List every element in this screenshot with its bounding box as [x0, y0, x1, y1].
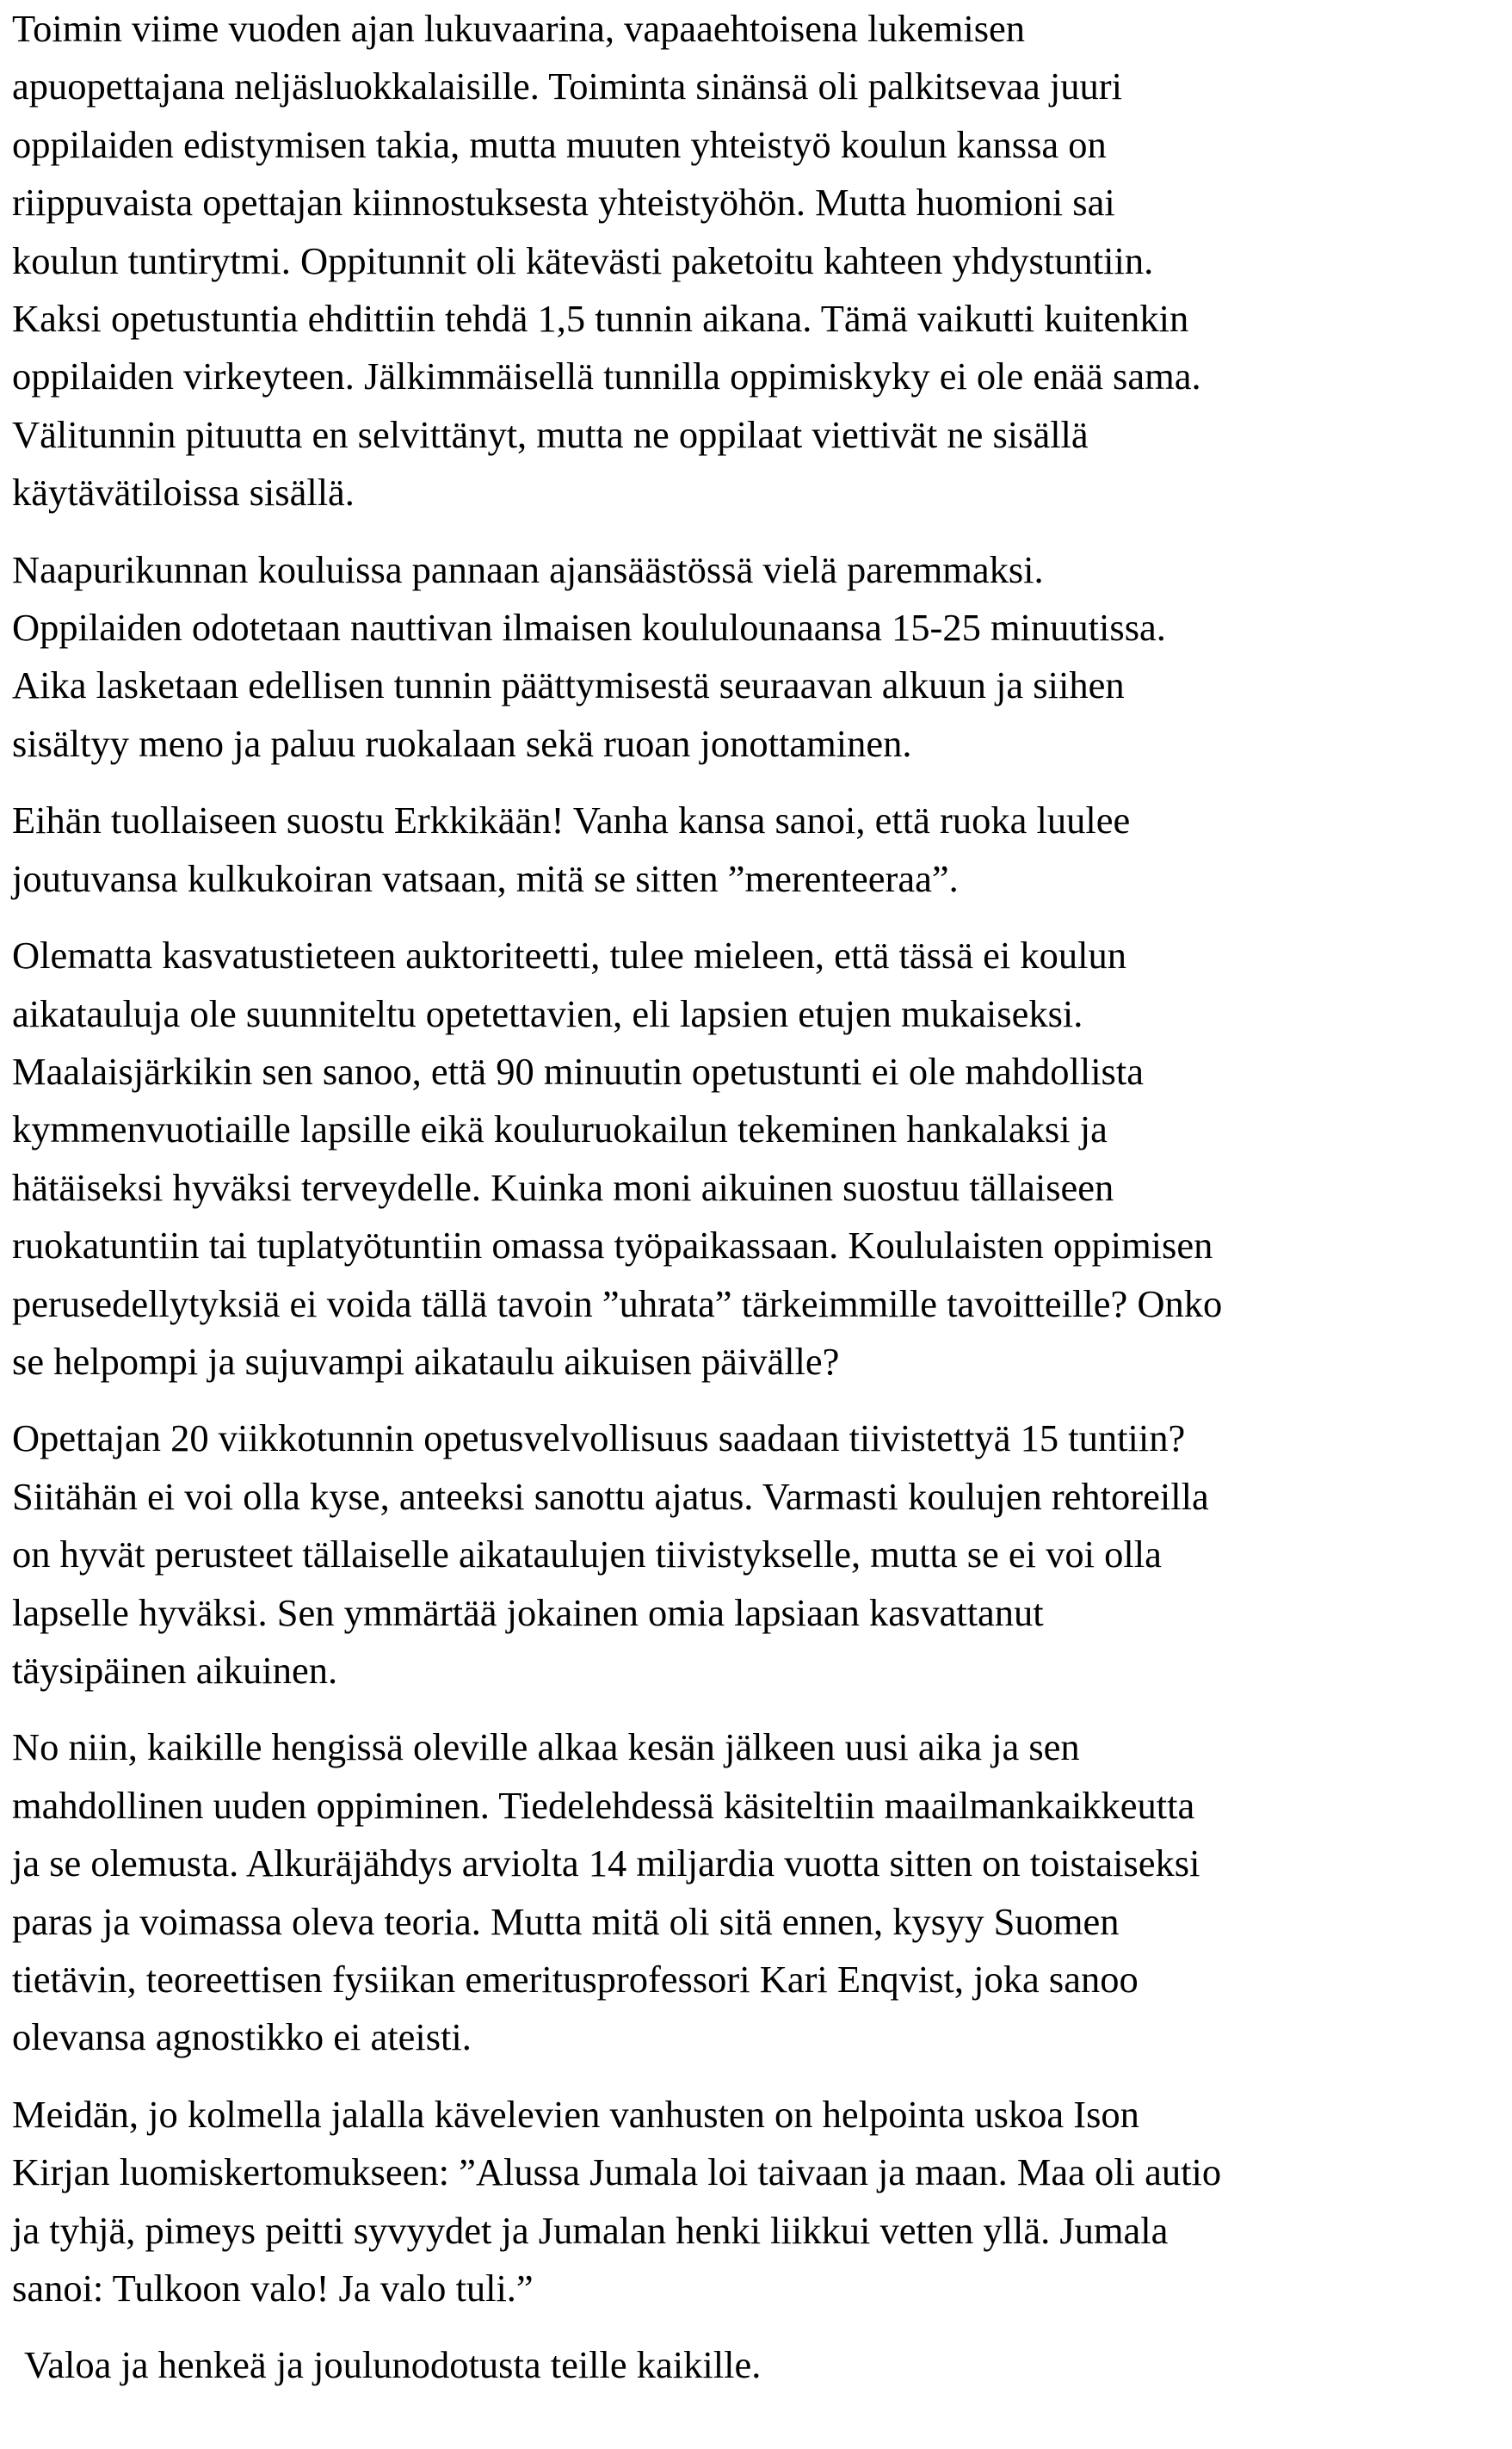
text-line: mahdollinen uuden oppiminen. Tiedelehdessä käsiteltiin maailmankaikkeutta: [12, 1783, 1195, 1827]
text-line: ja se olemusta. Alkuräjähdys arviolta 14 miljardia vuotta sitten on toistaiseksi: [12, 1841, 1200, 1885]
text-line: täysipäinen aikuinen.: [12, 1648, 338, 1692]
text-line: kymmenvuotiaille lapsille eikä kouluruokailun tekeminen hankalaksi ja: [12, 1107, 1108, 1151]
text-line: sisältyy meno ja paluu ruokalaan sekä ruoan jonottaminen.: [12, 721, 912, 765]
text-line: Oppilaiden odotetaan nauttivan ilmaisen koululounaansa 15-25 minuutissa.: [12, 606, 1166, 650]
closing-paragraph: [12, 2336, 1501, 2394]
text-line: lapselle hyväksi. Sen ymmärtää jokainen omia lapsiaan kasvattanut: [12, 1590, 1044, 1634]
paragraph-7: [12, 2086, 1501, 2318]
paragraph-3: [12, 792, 1501, 908]
text-line: käytävätiloissa sisällä.: [12, 471, 355, 515]
text-line: ruokatuntiin tai tuplatyötuntiin omassa työpaikassaan. Koululaisten oppimisen: [12, 1224, 1213, 1268]
paragraph-2: [12, 541, 1501, 774]
paragraph-5: [12, 1410, 1501, 1699]
text-line: olevansa agnostikko ei ateisti.: [12, 2015, 472, 2059]
paragraph-6: [12, 1718, 1501, 2066]
text-line: se helpompi ja sujuvampi aikataulu aikuisen päivälle?: [12, 1339, 840, 1383]
text-line: Maalaisjärkikin sen sanoo, että 90 minuutin opetustunti ei ole mahdollista: [12, 1049, 1144, 1093]
text-line: hätäiseksi hyväksi terveydelle. Kuinka moni aikuinen suostuu tällaiseen: [12, 1165, 1114, 1209]
text-line: apuopettajana neljäsluokkalaisille. Toiminta sinänsä oli palkitsevaa juuri: [12, 65, 1122, 108]
closing-line: Valoa ja henkeä ja joulunodotusta teille kaikille.: [24, 2343, 762, 2387]
text-line: Kaksi opetustuntia ehdittiin tehdä 1,5 tunnin aikana. Tämä vaikutti kuitenkin: [12, 297, 1189, 341]
text-line: Eihän tuollaiseen suostu Erkkikään! Vanha kansa sanoi, että ruoka luulee: [12, 799, 1131, 842]
text-line: aikatauluja ole suunniteltu opetettavien, eli lapsien etujen mukaiseksi.: [12, 991, 1083, 1035]
text-line: sanoi: Tulkoon valo! Ja valo tuli.”: [12, 2267, 534, 2310]
text-line: Siitähän ei voi olla kyse, anteeksi sanottu ajatus. Varmasti koulujen rehtoreilla: [12, 1474, 1209, 1518]
text-line: riippuvaista opettajan kiinnostuksesta yhteistyöhön. Mutta huomioni sai: [12, 181, 1115, 225]
text-line: oppilaiden edistymisen takia, mutta muuten yhteistyö koulun kanssa on: [12, 122, 1107, 166]
text-line: perusedellytyksiä ei voida tällä tavoin ”uhrata” tärkeimmille tavoitteille? Onko: [12, 1281, 1223, 1325]
text-line: Naapurikunnan kouluissa pannaan ajansäästössä vielä paremmaksi.: [12, 547, 1044, 591]
paragraph-1: [12, 0, 1501, 522]
text-line: Toimin viime vuoden ajan lukuvaarina, vapaaehtoisena lukemisen: [12, 7, 1026, 50]
paragraph-4: [12, 927, 1501, 1391]
text-line: ja tyhjä, pimeys peitti syvyydet ja Jumalan henki liikkui vetten yllä. Jumala: [12, 2208, 1169, 2252]
text-line: tietävin, teoreettisen fysiikan emeritusprofessori Kari Enqvist, joka sanoo: [12, 1958, 1139, 2001]
text-line: Opettajan 20 viikkotunnin opetusvelvollisuus saadaan tiivistettyä 15 tuntiin?: [12, 1416, 1186, 1460]
text-line: paras ja voimassa oleva teoria. Mutta mitä oli sitä ennen, kysyy Suomen: [12, 1899, 1120, 1943]
text-line: Aika lasketaan edellisen tunnin päättymisestä seuraavan alkuun ja siihen: [12, 663, 1125, 707]
text-line: Kirjan luomiskertomukseen: ”Alussa Jumala loi taivaan ja maan. Maa oli autio: [12, 2150, 1222, 2194]
text-line: No niin, kaikille hengissä oleville alkaa kesän jälkeen uusi aika ja sen: [12, 1725, 1080, 1769]
text-line: joutuvansa kulkukoiran vatsaan, mitä se sitten ”merenteeraa”.: [12, 856, 959, 900]
text-line: Meidän, jo kolmella jalalla kävelevien vanhusten on helpointa uskoa Ison: [12, 2092, 1139, 2136]
text-line: koulun tuntirytmi. Oppitunnit oli kätevästi paketoitu kahteen yhdystuntiin.: [12, 238, 1154, 282]
text-line: Välitunnin pituutta en selvittänyt, mutta ne oppilaat viettivät ne sisällä: [12, 412, 1089, 456]
document-body: [12, 0, 1501, 2414]
text-line: on hyvät perusteet tällaiselle aikataulujen tiivistykselle, mutta se ei voi olla: [12, 1533, 1162, 1576]
text-line: oppilaiden virkeyteen. Jälkimmäisellä tunnilla oppimiskyky ei ole enää sama.: [12, 355, 1201, 398]
text-line: Olematta kasvatustieteen auktoriteetti, tulee mieleen, että tässä ei koulun: [12, 934, 1126, 978]
